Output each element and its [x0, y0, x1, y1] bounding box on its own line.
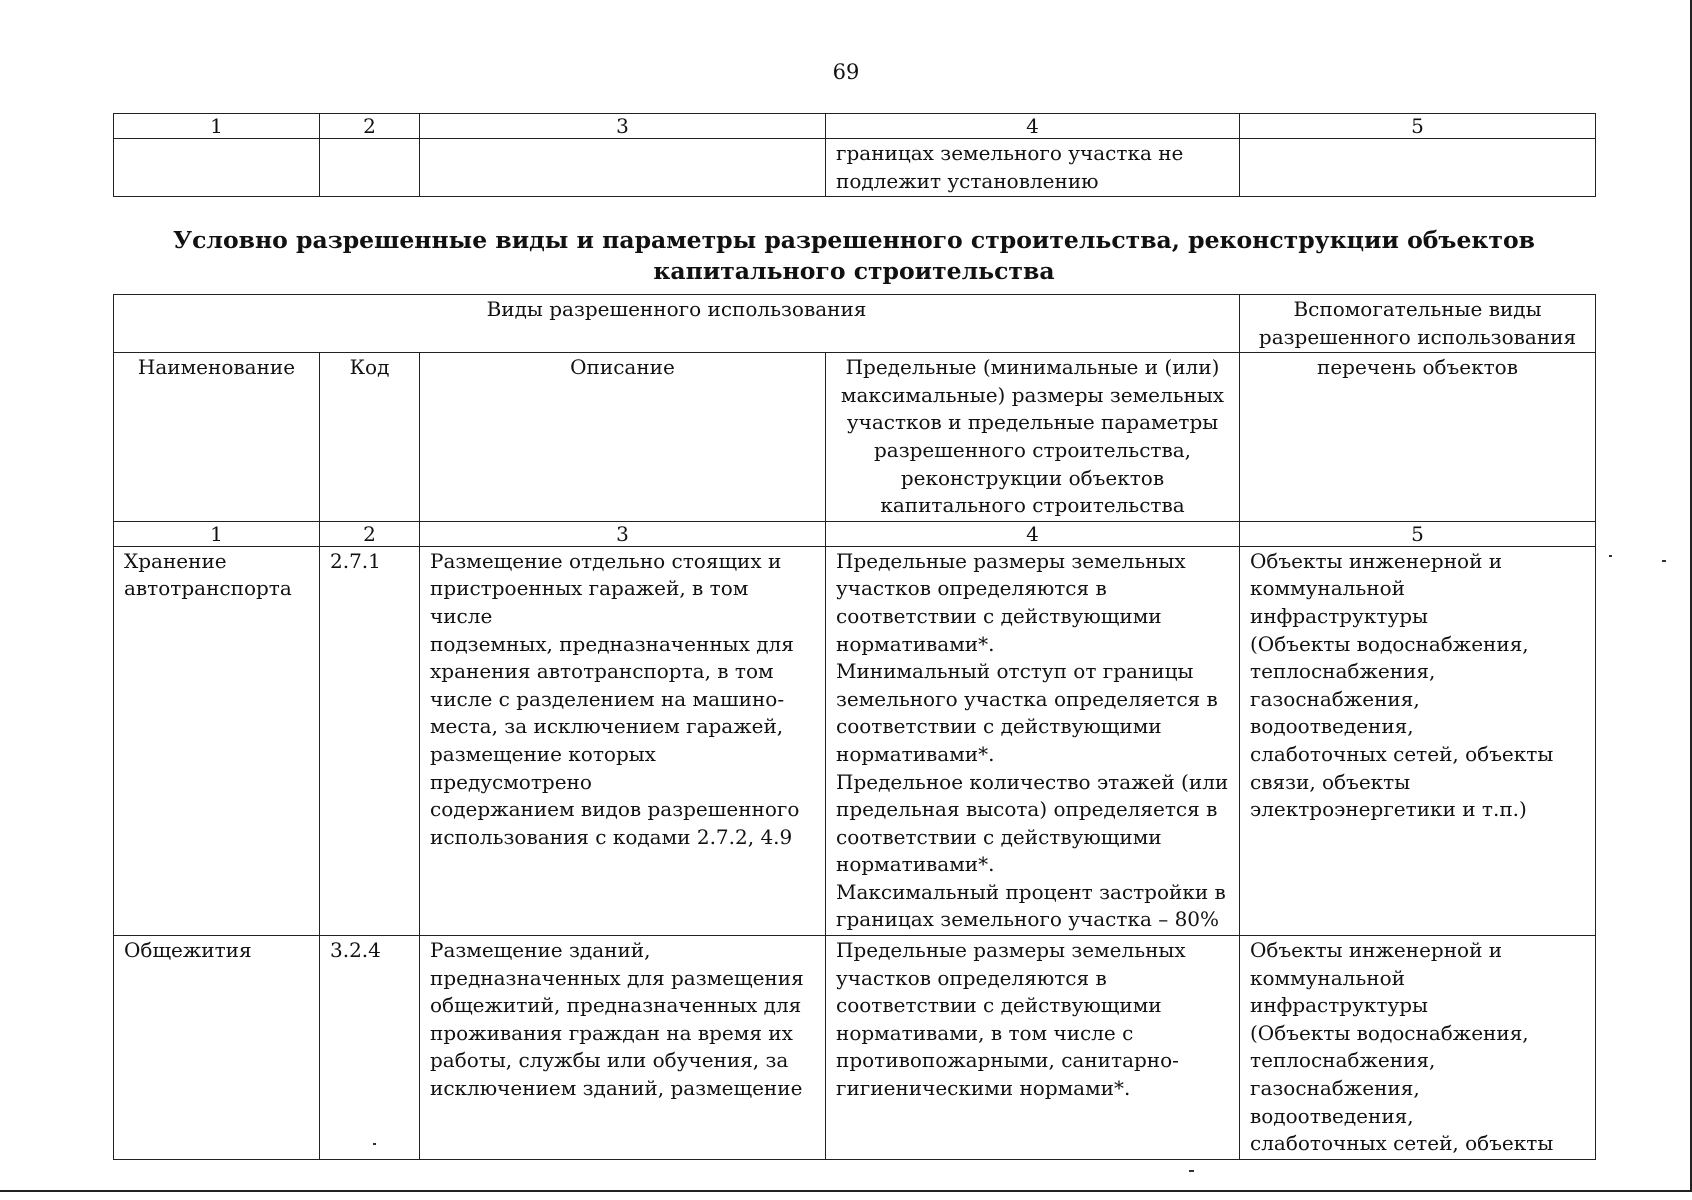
column-number: 1 — [114, 521, 320, 546]
group-header-aux: Вспомогательные виды разрешенного использования — [1240, 295, 1596, 353]
table-cell — [1240, 139, 1596, 197]
use-code: 2.7.1 — [320, 546, 420, 935]
continuation-table — [113, 113, 1596, 197]
permitted-use-table — [113, 294, 1596, 1160]
column-number: 2 — [320, 114, 420, 139]
table-cell — [420, 139, 826, 197]
column-number-row — [114, 521, 1596, 546]
group-header-row — [114, 295, 1596, 353]
page-number: 69 — [832, 60, 860, 84]
use-code: 3.2.4 — [320, 936, 420, 1160]
use-aux-objects: Объекты инженерной и коммунальной инфраструктуры (Объекты водоснабжения, теплоснабжения, газоснабжения, водоотведения, слаботочных сетей, объекты связи, объекты электроэнергетики и т.п.) — [1240, 546, 1596, 935]
use-aux-objects: Объекты инженерной и коммунальной инфраструктуры (Объекты водоснабжения, теплоснабжения, газоснабжения, водоотведения, слаботочных сетей, объекты — [1240, 936, 1596, 1160]
column-number: 4 — [826, 114, 1240, 139]
table-cell — [114, 139, 320, 197]
column-number: 3 — [420, 521, 826, 546]
use-description: Размещение зданий, предназначенных для размещения общежитий, предназначенных для проживания граждан на время их работы, службы или обучения, за исключением зданий, размещение — [420, 936, 826, 1160]
table-cell: границах земельного участка не подлежит установлению — [826, 139, 1240, 197]
scan-speck — [1662, 560, 1666, 562]
scan-speck — [373, 1143, 376, 1145]
column-header-limits: Предельные (минимальные и (или) максимальные) размеры земельных участков и предельные параметры разрешенного строительства, реконструкции объектов капитального строительства — [826, 353, 1240, 522]
scan-speck — [1609, 555, 1612, 557]
use-limits: Предельные размеры земельных участков определяются в соответствии с действующими нормативами*. Минимальный отступ от границы земельного участка определяется в соответствии с действующими нормативами*. Предельное количество этажей (или предельная высота) определяется в соответствии с действующими нормативами*. Максимальный процент застройки в границах земельного участка – 80% — [826, 546, 1240, 935]
column-number: 4 — [826, 521, 1240, 546]
use-name: Общежития — [114, 936, 320, 1160]
column-number: 5 — [1240, 114, 1596, 139]
column-header-name: Наименование — [114, 353, 320, 522]
table-row — [114, 546, 1596, 935]
column-header-row — [114, 353, 1596, 522]
table-row — [114, 139, 1596, 197]
column-header-description: Описание — [420, 353, 826, 522]
column-number-row — [114, 114, 1596, 139]
group-header-main: Виды разрешенного использования — [114, 295, 1240, 353]
column-number: 5 — [1240, 521, 1596, 546]
column-number: 1 — [114, 114, 320, 139]
table-cell — [320, 139, 420, 197]
use-limits: Предельные размеры земельных участков определяются в соответствии с действующими нормативами, в том числе с противопожарными, санитарно- гигиеническими нормами*. — [826, 936, 1240, 1160]
column-header-code: Код — [320, 353, 420, 522]
section-title: Условно разрешенные виды и параметры разрешенного строительства, реконструкции объектов капитального строительства — [173, 226, 1535, 285]
column-header-aux-list: перечень объектов — [1240, 353, 1596, 522]
scan-speck — [1189, 1170, 1194, 1172]
column-number: 2 — [320, 521, 420, 546]
table-row — [114, 936, 1596, 1160]
column-number: 3 — [420, 114, 826, 139]
use-name: Хранение автотранспорта — [114, 546, 320, 935]
use-description: Размещение отдельно стоящих и пристроенных гаражей, в том числе подземных, предназначенных для хранения автотранспорта, в том числе с разделением на машино- места, за исключением гаражей, размещение которых предусмотрено содержанием видов разрешенного использования с кодами 2.7.2, 4.9 — [420, 546, 826, 935]
